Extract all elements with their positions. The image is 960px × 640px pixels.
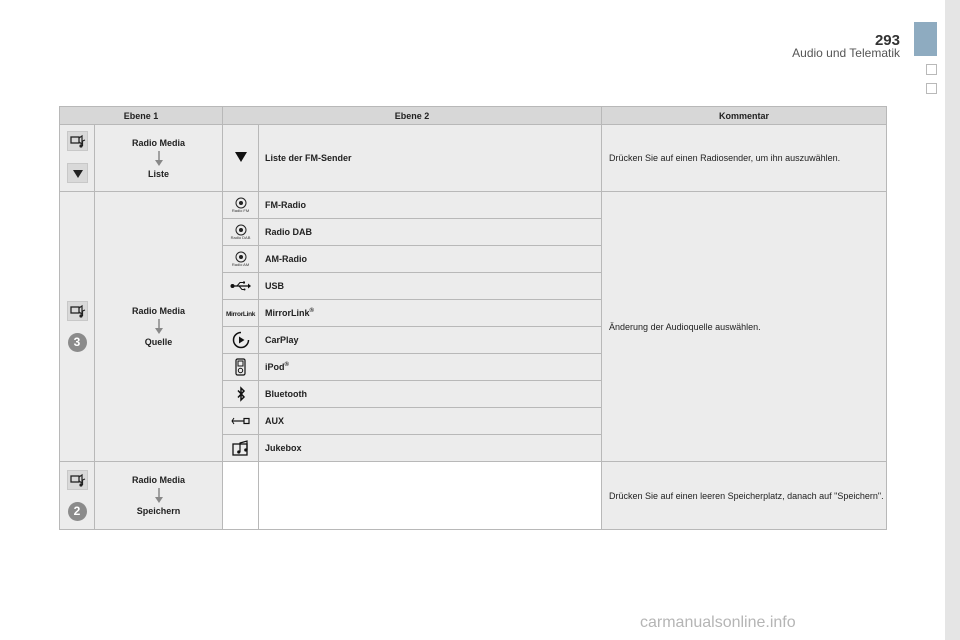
source-item-aux: AUX — [259, 408, 602, 435]
page-side-bar — [945, 0, 960, 640]
menu-table — [59, 106, 887, 530]
table-row — [60, 192, 887, 219]
level1-icons — [60, 125, 95, 192]
registered-mark: ® — [309, 308, 314, 314]
source-item-dab: Radio DAB — [259, 219, 602, 246]
down-triangle-icon — [67, 163, 88, 183]
source-item-bluetooth: Bluetooth — [259, 381, 602, 408]
col-header-level1: Ebene 1 — [60, 107, 223, 125]
registered-mark: ® — [284, 362, 289, 368]
comment-source: Änderung der Audioquelle auswählen. — [602, 192, 887, 462]
down-arrow-icon — [154, 151, 164, 167]
level2-icon — [223, 125, 259, 192]
table-header-row — [60, 107, 887, 125]
radio-am-icon[interactable] — [223, 246, 259, 273]
radio-fm-icon[interactable] — [223, 192, 259, 219]
source-item-ipod — [259, 354, 602, 381]
comment-list: Drücken Sie auf einen Radiosender, um ihn auszuwählen. — [602, 125, 887, 192]
radio-dab-caption: Radio DAB — [230, 235, 251, 240]
table-row — [60, 125, 887, 192]
bluetooth-icon[interactable] — [223, 381, 259, 408]
mirrorlink-label: MirrorLink — [265, 308, 310, 318]
ipod-label: iPod — [265, 362, 285, 372]
table-row — [60, 462, 887, 530]
source-item-carplay: CarPlay — [259, 327, 602, 354]
radio-media-icon — [67, 470, 88, 490]
source-item-mirrorlink — [259, 300, 602, 327]
radio-media-icon — [67, 131, 88, 151]
chapter-tab — [914, 22, 937, 56]
jukebox-icon[interactable] — [223, 435, 259, 462]
empty-cell — [259, 462, 602, 530]
menu-radio-media: Radio Media — [132, 137, 186, 148]
level1-icons — [60, 192, 95, 462]
radio-am-caption: Radio AM — [231, 262, 250, 267]
radio-fm-caption: Radio FM — [231, 208, 250, 213]
page-number: 293 — [874, 32, 900, 49]
carplay-icon[interactable] — [223, 327, 259, 354]
usb-icon[interactable] — [223, 273, 259, 300]
source-item-jukebox: Jukebox — [259, 435, 602, 462]
aux-icon[interactable] — [223, 408, 259, 435]
step-badge: 2 — [68, 502, 87, 521]
step-badge: 3 — [68, 333, 87, 352]
down-triangle-icon[interactable] — [234, 151, 248, 163]
menu-radio-media: Radio Media — [132, 306, 186, 316]
menu-quelle: Quelle — [144, 337, 173, 347]
source-item-am: AM-Radio — [259, 246, 602, 273]
menu-speichern: Speichern — [136, 506, 181, 516]
empty-cell — [223, 462, 259, 530]
item-label-fm-list: Liste der FM-Sender — [259, 125, 602, 192]
down-arrow-icon — [154, 319, 164, 335]
nav-square-icon — [926, 64, 937, 75]
comment-save: Drücken Sie auf einen leeren Speicherplatz, danach auf "Speichern". — [602, 462, 887, 530]
watermark: carmanualsonline.info — [640, 614, 796, 631]
radio-dab-icon[interactable] — [223, 219, 259, 246]
level1-menu — [95, 192, 223, 462]
ipod-icon[interactable] — [223, 354, 259, 381]
radio-media-icon — [67, 301, 88, 321]
menu-radio-media: Radio Media — [132, 475, 186, 485]
menu-liste: Liste — [148, 168, 170, 179]
chapter-title: Audio und Telematik — [792, 46, 900, 60]
nav-square-icon — [926, 83, 937, 94]
level1-menu — [95, 125, 223, 192]
level1-menu — [95, 462, 223, 530]
mirrorlink-icon[interactable] — [223, 300, 259, 327]
level1-icons — [60, 462, 95, 530]
source-item-usb: USB — [259, 273, 602, 300]
source-item-fm: FM-Radio — [259, 192, 602, 219]
col-header-comment: Kommentar — [602, 107, 887, 125]
col-header-level2: Ebene 2 — [223, 107, 602, 125]
down-arrow-icon — [154, 488, 164, 504]
mirrorlink-caption: MirrorLink — [225, 311, 256, 318]
